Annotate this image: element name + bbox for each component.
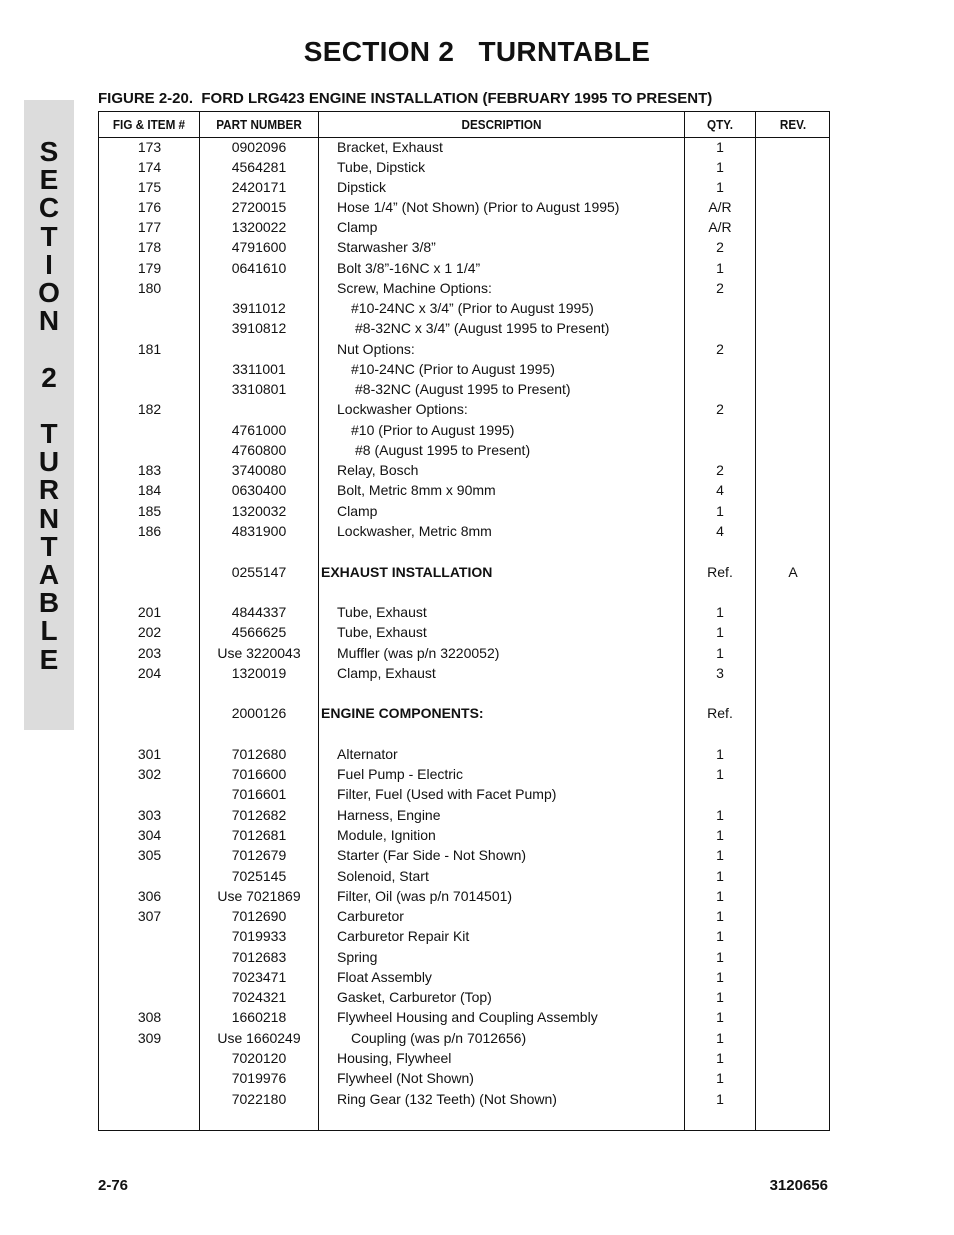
header-description: DESCRIPTION [461,117,542,132]
side-tab-letter: C [38,192,60,224]
table-row [99,703,829,723]
table-row [99,622,829,642]
part-number-cell: 3740080 [231,462,287,478]
description-cell: Nut Options: [337,341,415,357]
qty-cell: 1 [716,969,724,985]
description-cell: #8-32NC x 3/4” (August 1995 to Present) [355,320,610,336]
part-number-cell: 7023471 [231,969,287,985]
side-tab-letter: A [38,559,60,590]
fig-item-cell: 186 [137,523,162,539]
part-number-cell: Use 1660249 [217,1030,301,1046]
part-number-cell: 7016600 [231,766,287,782]
part-number-cell: Use 3220043 [217,645,301,661]
qty-cell: A/R [708,199,732,215]
qty-cell: 1 [716,1009,724,1025]
table-row [99,177,829,197]
table-row [99,258,829,278]
fig-item-cell: 182 [137,401,162,417]
description-cell: Clamp [337,503,378,519]
description-cell: Carburetor [337,908,404,924]
part-number-cell: 3311001 [232,361,286,377]
side-tab-letter: L [40,615,58,647]
description-cell: Carburetor Repair Kit [337,928,470,944]
table-row [99,562,829,582]
side-tab-letter: U [38,446,60,478]
part-number-cell: 7024321 [231,989,287,1005]
fig-item-cell: 303 [137,807,162,823]
description-cell: Lockwasher, Metric 8mm [337,523,492,539]
fig-item-cell: 308 [137,1009,162,1025]
section-side-tab [24,100,74,730]
description-cell: #8 (August 1995 to Present) [355,442,531,458]
rev-cell: A [788,564,798,580]
description-cell: Bolt, Metric 8mm x 90mm [337,482,496,498]
description-cell: #10 (Prior to August 1995) [351,422,515,438]
part-number-cell: 0255147 [231,564,287,580]
description-cell: EXHAUST INSTALLATION [321,564,493,580]
fig-item-cell: 307 [137,908,162,924]
part-number-cell: 7019976 [231,1070,287,1086]
fig-item-cell: 202 [137,624,162,640]
part-number-cell: 7012679 [231,847,287,863]
description-cell: ENGINE COMPONENTS: [321,705,484,721]
header-qty: QTY. [706,117,734,132]
qty-cell: 2 [716,462,724,478]
side-tab-letter: O [38,277,60,308]
part-number-cell: 2720015 [231,199,287,215]
part-number-cell: 4844337 [231,604,287,620]
qty-cell: 1 [716,908,724,924]
part-number-cell: 7019933 [231,928,287,944]
table-row [99,1007,829,1027]
part-number-cell: 0902096 [231,139,287,155]
part-number-cell: 7012680 [231,746,287,762]
table-row [99,157,829,177]
description-cell: Housing, Flywheel [337,1050,452,1066]
description-cell: Harness, Engine [337,807,441,823]
side-tab-letter: 2 [41,361,57,393]
fig-item-cell: 175 [137,179,162,195]
side-tab-letter: T [40,530,58,562]
part-number-cell: 1320019 [231,665,287,681]
qty-cell: 1 [716,1070,724,1086]
fig-item-cell: 179 [137,260,162,276]
description-cell: #10-24NC (Prior to August 1995) [351,361,555,377]
table-row [99,1048,829,1068]
part-number-cell: 7020120 [231,1050,287,1066]
description-cell: Fuel Pump - Electric [337,766,464,782]
qty-cell: 1 [716,807,724,823]
table-row [99,764,829,784]
side-tab-letter: I [45,248,53,280]
qty-cell: 1 [716,827,724,843]
description-cell: Float Assembly [337,969,432,985]
header-fig-item: FIG & ITEM # [112,117,186,132]
part-number-cell: 2420171 [231,179,287,195]
qty-cell: 1 [716,1030,724,1046]
part-number-cell: 2000126 [231,705,287,721]
side-tab-letter: R [38,474,60,506]
table-row [99,359,829,379]
description-cell: Solenoid, Start [337,868,429,884]
table-row [99,663,829,683]
table-row [99,298,829,318]
figure-caption: FIGURE 2-20. FORD LRG423 ENGINE INSTALLATION (FEBRUARY 1995 TO PRESENT) [98,90,713,107]
qty-cell: 1 [716,159,724,175]
fig-item-cell: 173 [137,139,162,155]
part-number-cell: Use 7021869 [217,888,301,904]
part-number-cell: 3910812 [231,320,287,336]
description-cell: Flywheel (Not Shown) [337,1070,474,1086]
qty-cell: 1 [716,888,724,904]
qty-cell: 1 [716,503,724,519]
side-tab-letter: E [39,164,59,196]
qty-cell: 1 [716,766,724,782]
qty-cell: 2 [716,401,724,417]
part-number-cell: 4566625 [231,624,287,640]
qty-cell: 1 [716,989,724,1005]
part-number-cell: 7012690 [231,908,287,924]
side-tab-letter: T [40,418,58,449]
part-number-cell: 7012681 [231,827,287,843]
table-row [99,926,829,946]
qty-cell: 3 [716,665,724,681]
description-cell: Hose 1/4” (Not Shown) (Prior to August 1995) [337,199,620,215]
part-number-cell: 4791600 [231,239,287,255]
table-row [99,825,829,845]
qty-cell: 1 [716,179,724,195]
part-number-cell: 1320022 [231,219,287,235]
table-row [99,744,829,764]
table-row [99,501,829,521]
table-row [99,237,829,257]
table-row [99,318,829,338]
table-row [99,197,829,217]
table-row [99,379,829,399]
table-row [99,602,829,622]
description-cell: #10-24NC x 3/4” (Prior to August 1995) [351,300,594,316]
qty-cell: 1 [716,139,724,155]
table-row [99,339,829,359]
table-row [99,420,829,440]
fig-item-cell: 201 [137,604,162,620]
description-cell: Spring [337,949,378,965]
table-row [99,967,829,987]
table-row [99,866,829,886]
side-tab-letter: S [39,136,59,167]
part-number-cell: 3310801 [231,381,287,397]
qty-cell: 1 [716,1050,724,1066]
part-number-cell: 4831900 [231,523,287,539]
table-row [99,217,829,237]
description-cell: Bolt 3/8”-16NC x 1 1/4” [337,260,481,276]
parts-table [98,111,830,1131]
fig-item-cell: 304 [137,827,162,843]
side-tab-letter: N [38,502,60,534]
qty-cell: 2 [716,239,724,255]
table-row [99,947,829,967]
table-row [99,805,829,825]
table-row [99,987,829,1007]
qty-cell: 2 [716,341,724,357]
description-cell: Screw, Machine Options: [337,280,492,296]
description-cell: Relay, Bosch [337,462,419,478]
part-number-cell: 4564281 [231,159,287,175]
part-number-cell: 4760800 [231,442,287,458]
table-row [99,278,829,298]
table-row [99,480,829,500]
qty-cell: 1 [716,868,724,884]
part-number-cell: 7012683 [231,949,287,965]
part-number-cell: 0630400 [231,482,287,498]
description-cell: Filter, Fuel (Used with Facet Pump) [337,786,557,802]
fig-item-cell: 184 [137,482,162,498]
fig-item-cell: 178 [137,239,162,255]
description-cell: Tube, Dipstick [337,159,426,175]
part-number-cell: 7012682 [231,807,287,823]
description-cell: Clamp [337,219,378,235]
description-cell: Lockwasher Options: [337,401,468,417]
qty-cell: 1 [716,604,724,620]
table-row [99,440,829,460]
fig-item-cell: 204 [137,665,162,681]
table-row [99,1068,829,1088]
qty-cell: 1 [716,624,724,640]
description-cell: Ring Gear (132 Teeth) (Not Shown) [337,1091,557,1107]
part-number-cell: 1660218 [231,1009,287,1025]
description-cell: Tube, Exhaust [337,604,427,620]
description-cell: Module, Ignition [337,827,436,843]
qty-cell: Ref. [707,564,733,580]
section-title: SECTION 2 TURNTABLE [303,36,651,67]
fig-item-cell: 183 [137,462,162,478]
page-number: 2-76 [98,1177,129,1194]
fig-item-cell: 177 [137,219,162,235]
fig-item-cell: 305 [137,847,162,863]
qty-cell: 1 [716,645,724,661]
table-row [99,886,829,906]
description-cell: Starter (Far Side - Not Shown) [337,847,527,863]
qty-cell: 1 [716,746,724,762]
part-number-cell: 0641610 [231,260,287,276]
description-cell: Flywheel Housing and Coupling Assembly [337,1009,598,1025]
qty-cell: 4 [716,523,724,539]
header-part-number: PART NUMBER [216,117,302,132]
description-cell: Gasket, Carburetor (Top) [337,989,492,1005]
qty-cell: 1 [716,949,724,965]
fig-item-cell: 176 [137,199,162,215]
description-cell: Starwasher 3/8” [337,239,436,255]
part-number-cell: 4761000 [231,422,287,438]
fig-item-cell: 180 [137,280,162,296]
description-cell: #8-32NC (August 1995 to Present) [355,381,571,397]
description-cell: Muffler (was p/n 3220052) [337,645,500,661]
table-row [99,845,829,865]
side-tab-letter: E [39,643,59,675]
description-cell: Coupling (was p/n 7012656) [351,1030,527,1046]
table-row [99,521,829,541]
part-number-cell: 7022180 [231,1091,287,1107]
qty-cell: Ref. [707,705,733,721]
fig-item-cell: 302 [137,766,162,782]
fig-item-cell: 301 [137,746,162,762]
fig-item-cell: 306 [137,888,162,904]
table-row [99,399,829,419]
table-row [99,906,829,926]
fig-item-cell: 185 [137,503,162,519]
header-rev: REV. [779,117,807,132]
qty-cell: A/R [708,219,732,235]
description-cell: Tube, Exhaust [337,624,427,640]
side-tab-letter: N [38,305,60,337]
qty-cell: 2 [716,280,724,296]
fig-item-cell: 181 [137,341,162,357]
part-number-cell: 7016601 [231,786,287,802]
part-number-cell: 3911012 [232,300,286,316]
side-tab-letter: B [38,587,60,619]
description-cell: Dipstick [337,179,387,195]
qty-cell: 1 [716,1091,724,1107]
qty-cell: 1 [716,847,724,863]
table-row [99,137,829,157]
fig-item-cell: 174 [137,159,162,175]
description-cell: Filter, Oil (was p/n 7014501) [337,888,513,904]
part-number-cell: 7025145 [231,868,287,884]
document-number: 3120656 [769,1177,828,1194]
fig-item-cell: 203 [137,645,162,661]
table-row [99,643,829,663]
qty-cell: 1 [716,260,724,276]
qty-cell: 4 [716,482,724,498]
table-row [99,1028,829,1048]
description-cell: Clamp, Exhaust [337,665,436,681]
table-row [99,784,829,804]
side-tab-letter: T [40,220,58,252]
fig-item-cell: 309 [137,1030,162,1046]
table-row [99,1089,829,1109]
part-number-cell: 1320032 [231,503,287,519]
qty-cell: 1 [716,928,724,944]
table-row [99,460,829,480]
description-cell: Alternator [337,746,398,762]
description-cell: Bracket, Exhaust [337,139,443,155]
